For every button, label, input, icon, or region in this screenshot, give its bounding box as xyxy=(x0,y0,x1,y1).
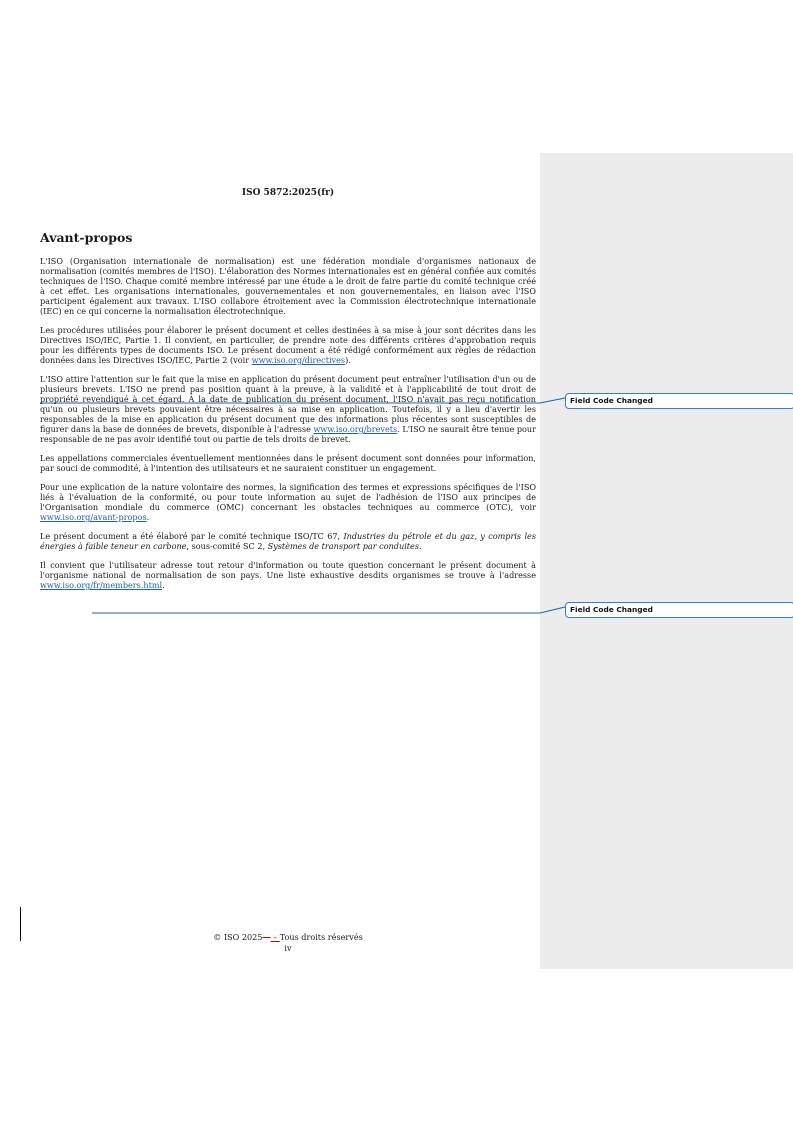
deleted-dash: — xyxy=(262,932,271,942)
members-link[interactable]: www.iso.org/fr/members.html xyxy=(40,580,163,590)
section-heading: Avant-propos xyxy=(40,230,133,245)
inserted-dash: – xyxy=(270,932,280,942)
change-bar xyxy=(20,907,21,941)
paragraph-3: L'ISO attire l'attention sur le fait que la mise en application du présent document peut entraîner l'utilisation d'un ou de plusieurs brevets. L'ISO ne prend pas position quant à la preuve, à la validité et à l'applicabilité de tout droit de propriété revendiqué à cet égard. À la date de publication du présent document, l'ISO n'avait pas reçu notification qu'un ou plusieurs brevets pouvaient être nécessaires à sa mise en application. Toutefois, il y a lieu d'avertir les responsables de la mise en application du présent document que des informations plus récentes sont susceptibles de figurer dans la base de données de brevets, disponible à l'adresse www.iso.org/brevets. L'ISO ne saurait être tenue pour responsable de ne pas avoir identifié tout ou partie de tels droits de brevet. xyxy=(40,374,536,444)
paragraph-5: Pour une explication de la nature volontaire des normes, la signification des termes et expressions spécifiques de l'ISO liés à l'évaluation de la conformité, ou pour toute information au sujet de l'adhésion de l'ISO aux principes de l'Organisation mondiale du commerce (OMC) concernant les obstacles techniques au commerce (OTC), voir www.iso.org/avant-propos. xyxy=(40,482,536,522)
paragraph-7: Il convient que l'utilisateur adresse tout retour d'information ou toute question concernant le présent document à l'organisme national de normalisation de son pays. Une liste exhaustive desdits organismes se trouve à l'adresse www.iso.org/fr/members.html. xyxy=(40,560,536,590)
avant-propos-link[interactable]: www.iso.org/avant-propos xyxy=(40,512,147,522)
brevets-link[interactable]: www.iso.org/brevets xyxy=(313,424,398,434)
connector-line-2 xyxy=(92,607,565,613)
page-footer xyxy=(40,932,536,954)
document-header: ISO 5872:2025(fr) xyxy=(241,188,335,198)
paragraph-4: Les appellations commerciales éventuellement mentionnées dans le présent document sont données pour information, par souci de commodité, à l'intention des utilisateurs et ne sauraient constituer un engagement. xyxy=(40,453,536,473)
document-body xyxy=(40,256,536,599)
comment-balloon-field-code-1[interactable]: Field Code Changed xyxy=(565,393,793,409)
comment-balloon-field-code-2[interactable]: Field Code Changed xyxy=(565,602,793,618)
directives-link[interactable]: www.iso.org/directives xyxy=(251,355,346,365)
paragraph-6: Le présent document a été élaboré par le comité technique ISO/TC 67, Industries du pétrole et du gaz, y compris les énergies à faible teneur en carbone, sous-comité SC 2, Systèmes de transport par conduites. xyxy=(40,531,536,551)
markup-pane xyxy=(540,153,793,969)
paragraph-2: Les procédures utilisées pour élaborer le présent document et celles destinées à sa mise à jour sont décrites dans les Directives ISO/IEC, Partie 1. Il convient, en particulier, de prendre note des différents critères d'approbation requis pour les différents types de documents ISO. Le présent document a été rédigé conformément aux règles de rédaction données dans les Directives ISO/IEC, Partie 2 (voir www.iso.org/directives). xyxy=(40,325,536,365)
paragraph-1: L'ISO (Organisation internationale de normalisation) est une fédération mondiale d'organismes nationaux de normalisation (comités membres de l'ISO). L'élaboration des Normes internationales est en général confiée aux comités techniques de l'ISO. Chaque comité membre intéressé par une étude a le droit de faire partie du comité technique créé à cet effet. Les organisations internationales, gouvernementales et non gouvernementales, en liaison avec l'ISO participent également aux travaux. L'ISO collabore étroitement avec la Commission électrotechnique internationale (IEC) en ce qui concerne la normalisation électrotechnique. xyxy=(40,256,536,316)
page-number: iv xyxy=(284,943,292,953)
footer-copyright: © ISO 2025— – Tous droits réservés xyxy=(213,932,363,942)
